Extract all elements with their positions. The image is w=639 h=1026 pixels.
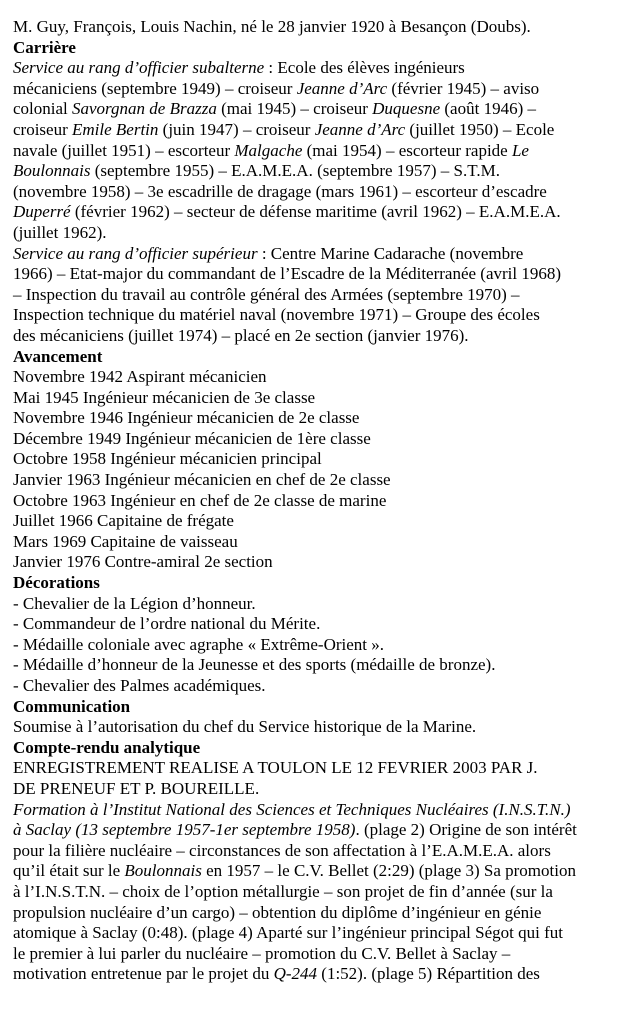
text-run: - Médaille d’honneur de la Jeunesse et des sports (médaille de bronze). [13, 655, 496, 675]
text-line [13, 470, 629, 491]
text-run: (février 1945) – aviso [387, 78, 540, 98]
text-line [13, 841, 629, 862]
text-line [13, 388, 629, 409]
text-line [13, 326, 629, 347]
text-run: – Inspection du travail au contrôle général des Armées (septembre 1970) – [13, 284, 520, 304]
italic-text-run: Duquesne [372, 99, 441, 119]
text-line [13, 58, 629, 79]
text-run: (juillet 1950) – Ecole [405, 119, 555, 139]
text-line [13, 223, 629, 244]
text-run: (février 1962) – secteur de défense maritime (avril 1962) – E.A.M.E.A. [70, 202, 561, 222]
section-heading-carriere: Carrière [13, 37, 76, 57]
italic-text-run: à Saclay (13 septembre 1957-1er septembre 1958) [13, 820, 356, 840]
text-line [13, 614, 629, 635]
text-run: Juillet 1966 Capitaine de frégate [13, 511, 234, 531]
text-line [13, 79, 629, 100]
text-run: propulsion nucléaire d’un cargo) – obtention du diplôme d’ingénieur en génie [13, 902, 542, 922]
text-run: colonial [13, 99, 73, 119]
italic-text-run: Le [511, 140, 529, 160]
italic-text-run: Service au rang d’officier subalterne [13, 58, 265, 78]
text-run: mécaniciens (septembre 1949) – croiseur [13, 78, 297, 98]
text-line [13, 511, 629, 532]
text-run: (mai 1945) – croiseur [216, 99, 373, 119]
text-line [13, 264, 629, 285]
text-line [13, 285, 629, 306]
text-line [13, 820, 629, 841]
section-compte-rendu-analytique [13, 738, 629, 985]
section-avancement [13, 347, 629, 574]
text-line [13, 552, 629, 573]
text-line [13, 305, 629, 326]
text-line [13, 635, 629, 656]
text-line [13, 717, 629, 738]
text-run: - Chevalier des Palmes académiques. [13, 676, 266, 695]
text-line [13, 944, 629, 965]
text-run: le premier à lui parler du nucléaire – promotion du C.V. Bellet à Saclay – [13, 943, 511, 963]
text-run: ENREGISTREMENT REALISE A TOULON LE 12 FEVRIER 2003 PAR J. [13, 758, 538, 778]
text-run: DE PRENEUF ET P. BOUREILLE. [13, 778, 260, 798]
text-run: (novembre 1958) – 3e escadrille de dragage (mars 1961) – escorteur d’escadre [13, 181, 547, 201]
italic-text-run: Malgache [234, 140, 303, 160]
text-run: des mécaniciens (juillet 1974) – placé en 2e section (janvier 1976). [13, 325, 469, 345]
section-carriere [13, 38, 629, 347]
text-line [13, 800, 629, 821]
text-run: : Centre Marine Cadarache (novembre [257, 243, 524, 263]
text-line [13, 408, 629, 429]
text-run: Novembre 1942 Aspirant mécanicien [13, 367, 267, 387]
text-line [13, 17, 629, 38]
text-line [13, 676, 629, 697]
section-identity [13, 17, 629, 38]
italic-text-run: Savorgnan de Brazza [72, 99, 217, 119]
text-run: Janvier 1976 Contre-amiral 2e section [13, 552, 273, 572]
text-run: Décembre 1949 Ingénieur mécanicien de 1ère classe [13, 428, 371, 448]
text-run: (mai 1954) – escorteur rapide [302, 140, 512, 160]
text-line [13, 182, 629, 203]
text-line [13, 861, 629, 882]
text-line [13, 594, 629, 615]
text-run: Janvier 1963 Ingénieur mécanicien en chef de 2e classe [13, 470, 391, 490]
text-run: (juin 1947) – croiseur [158, 119, 315, 139]
text-line [13, 161, 629, 182]
text-line [13, 882, 629, 903]
text-run: atomique à Saclay (0:48). (plage 4) Aparté sur l’ingénieur principal Ségot qui fut [13, 923, 563, 943]
italic-text-run: Emile Bertin [72, 119, 159, 139]
text-run: qu’il était sur le [13, 861, 125, 881]
section-heading-avancement: Avancement [13, 346, 103, 366]
italic-text-run: Formation à l’Institut National des Sciences et Techniques Nucléaires (I.N.S.T.N.) [13, 799, 571, 819]
text-run: M. Guy, François, Louis Nachin, né le 28 janvier 1920 à Besançon (Doubs). [13, 17, 531, 36]
text-run: - Médaille coloniale avec agraphe « Extrême-Orient ». [13, 634, 384, 654]
text-line [13, 532, 629, 553]
text-line [13, 244, 629, 265]
text-run: pour la filière nucléaire – circonstances de son affectation à l’E.A.M.E.A. alors [13, 840, 551, 860]
text-run: : Ecole des élèves ingénieurs [264, 58, 465, 78]
section-heading-communication: Communication [13, 696, 131, 716]
italic-text-run: Duperré [13, 202, 71, 222]
text-run: navale (juillet 1951) – escorteur [13, 140, 235, 160]
text-run: - Commandeur de l’ordre national du Mérite. [13, 614, 321, 634]
text-run: Octobre 1963 Ingénieur en chef de 2e classe de marine [13, 490, 387, 510]
text-line [13, 120, 629, 141]
text-run: à l’I.N.S.T.N. – choix de l’option métallurgie – son projet de fin d’année (sur la [13, 881, 553, 901]
text-run: (1:52). (plage 5) Répartition des [317, 964, 540, 984]
section-heading-decorations: Décorations [13, 573, 100, 593]
section-decorations [13, 573, 629, 697]
text-run: - Chevalier de la Légion d’honneur. [13, 593, 256, 613]
section-communication [13, 697, 629, 738]
text-run: en 1957 – le C.V. Bellet (2:29) (plage 3) Sa promotion [201, 861, 576, 881]
text-run: (juillet 1962). [13, 222, 107, 242]
text-line [13, 923, 629, 944]
text-line [13, 202, 629, 223]
text-run: 1966) – Etat-major du commandant de l’Escadre de la Méditerranée (avril 1968) [13, 264, 562, 284]
text-line [13, 655, 629, 676]
text-line [13, 141, 629, 162]
italic-text-run: Q-244 [273, 964, 318, 984]
section-heading-compte-rendu-analytique: Compte-rendu analytique [13, 737, 201, 757]
text-line [13, 367, 629, 388]
text-run: Mars 1969 Capitaine de vaisseau [13, 531, 238, 551]
text-line [13, 429, 629, 450]
text-line [13, 491, 629, 512]
text-line [13, 964, 629, 985]
text-run: motivation entretenue par le projet du [13, 964, 274, 984]
text-line [13, 779, 629, 800]
text-run: croiseur [13, 119, 73, 139]
text-run: Mai 1945 Ingénieur mécanicien de 3e classe [13, 387, 316, 407]
text-line [13, 99, 629, 120]
italic-text-run: Boulonnais [124, 861, 202, 881]
text-line [13, 758, 629, 779]
text-line [13, 903, 629, 924]
text-run: Inspection technique du matériel naval (novembre 1971) – Groupe des écoles [13, 305, 540, 325]
text-run: Octobre 1958 Ingénieur mécanicien principal [13, 449, 322, 469]
text-run: (septembre 1955) – E.A.M.E.A. (septembre 1957) – S.T.M. [90, 161, 500, 181]
italic-text-run: Jeanne d’Arc [296, 78, 388, 98]
text-run: Soumise à l’autorisation du chef du Service historique de la Marine. [13, 717, 477, 737]
text-run: Novembre 1946 Ingénieur mécanicien de 2e classe [13, 408, 360, 428]
text-line [13, 449, 629, 470]
italic-text-run: Service au rang d’officier supérieur [13, 243, 258, 263]
italic-text-run: Boulonnais [13, 161, 91, 181]
italic-text-run: Jeanne d’Arc [314, 119, 406, 139]
text-run: (août 1946) – [440, 99, 536, 119]
text-run: . (plage 2) Origine de son intérêt [355, 820, 577, 840]
document-body [13, 17, 629, 985]
